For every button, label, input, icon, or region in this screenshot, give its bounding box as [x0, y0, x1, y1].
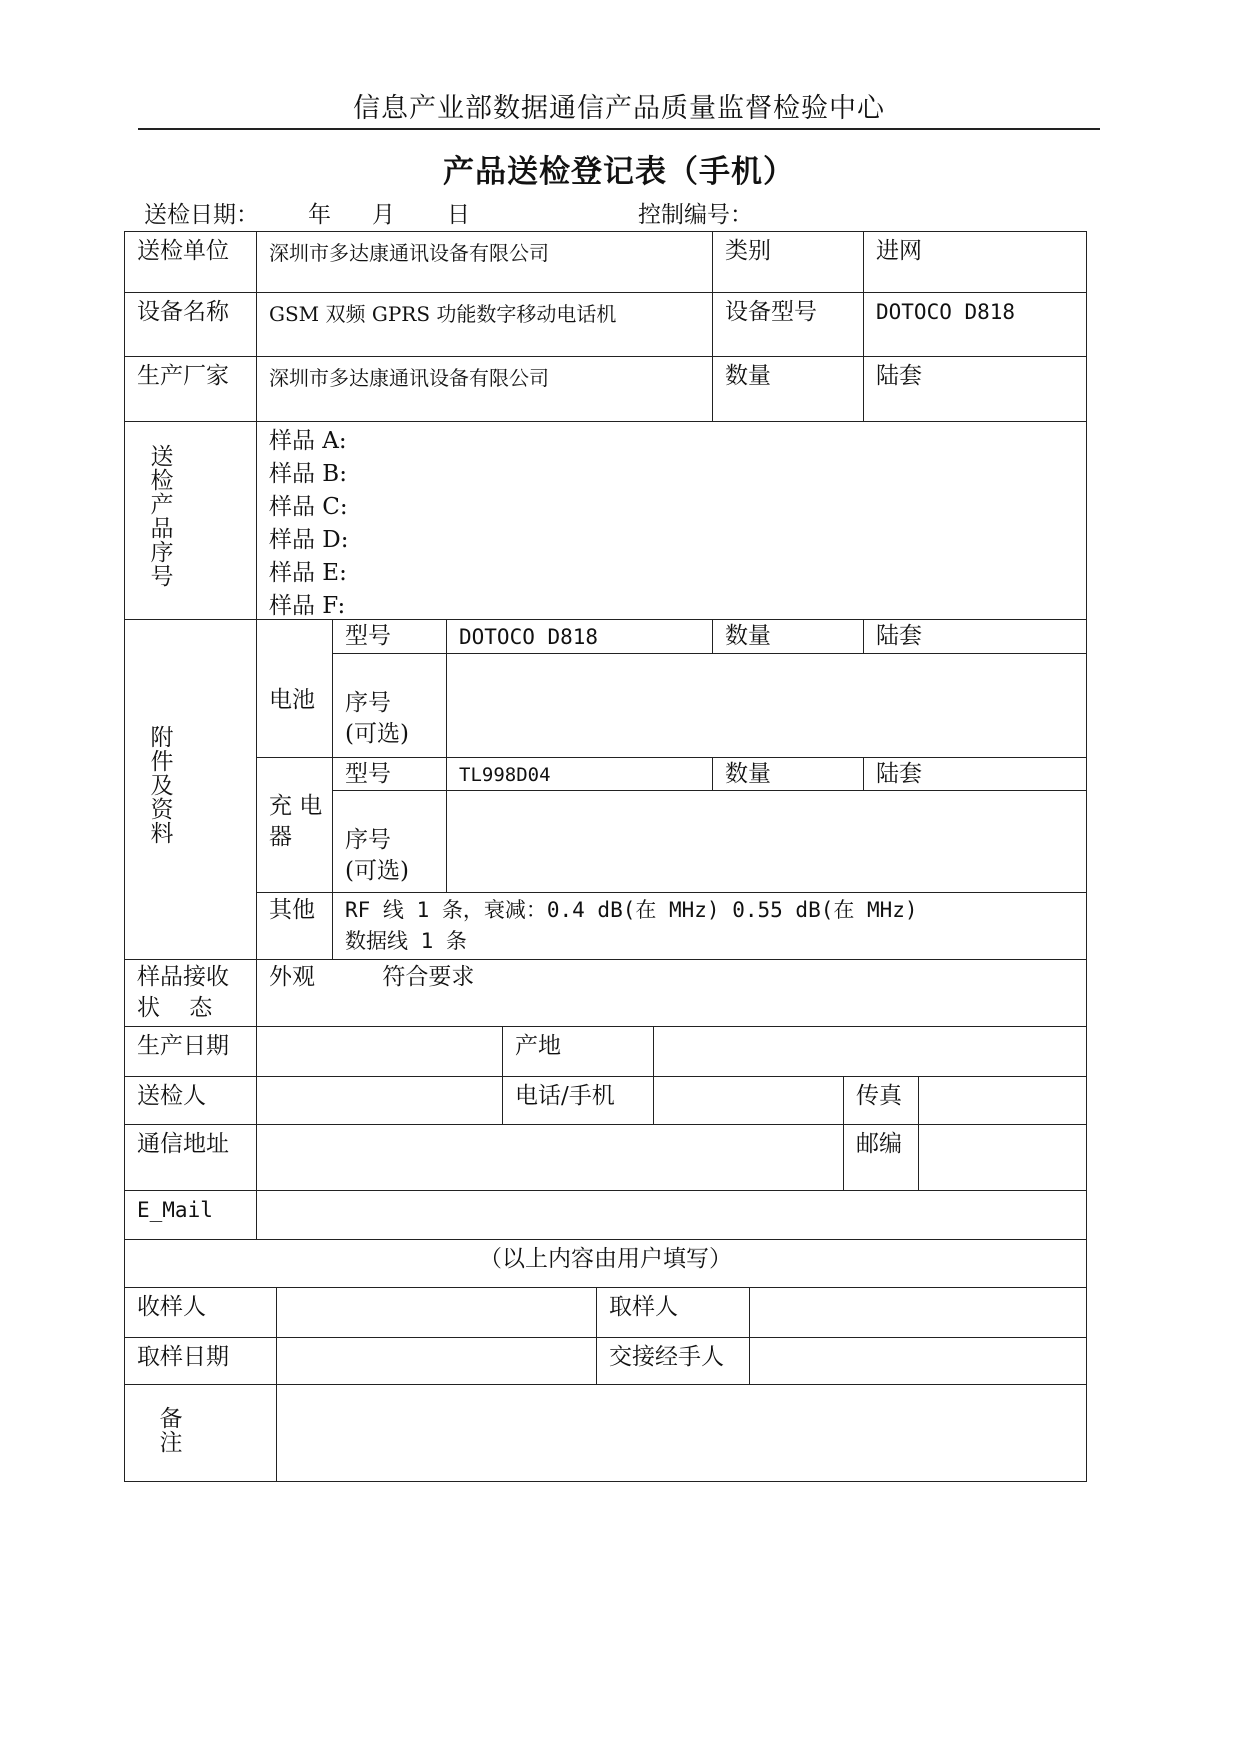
origin-value[interactable]: [653, 1026, 1087, 1077]
sample-c[interactable]: 样品 C:: [269, 494, 348, 520]
manufacturer-value[interactable]: 深圳市多达康通讯设备有限公司: [256, 356, 713, 422]
battery-serial-label: 序号: [345, 690, 391, 716]
production-date-value[interactable]: [256, 1026, 503, 1077]
serials-label-cell: [124, 421, 257, 620]
form-title: 产品送检登记表（手机）: [443, 154, 795, 190]
model-label: 设备型号: [712, 292, 864, 357]
charger-label-line2: 器: [269, 824, 292, 850]
battery-quantity-value[interactable]: 陆套: [863, 619, 1087, 654]
sample-a[interactable]: 样品 A:: [269, 428, 347, 454]
phone-value[interactable]: [653, 1076, 844, 1125]
phone-label: 电话/手机: [502, 1076, 654, 1125]
postcode-label: 邮编: [843, 1124, 919, 1191]
charger-serial-label-cell: [332, 790, 447, 893]
receiver-value[interactable]: [276, 1287, 597, 1338]
other-label: 其他: [256, 892, 333, 960]
fax-value[interactable]: [918, 1076, 1087, 1125]
model-value[interactable]: DOTOCO D818: [863, 292, 1087, 357]
email-label: E_Mail: [124, 1190, 257, 1240]
remarks-label: 备注: [159, 1406, 183, 1456]
handover-value[interactable]: [749, 1337, 1087, 1385]
organization-header: 信息产业部数据通信产品质量监督检验中心: [353, 93, 885, 124]
receipt-value-cell[interactable]: [256, 959, 1087, 1027]
submitter-value[interactable]: [256, 1076, 503, 1125]
unit-value[interactable]: 深圳市多达康通讯设备有限公司: [256, 231, 713, 293]
sample-list: [256, 421, 1087, 620]
other-line-data: 数据线 1 条: [345, 929, 467, 953]
quantity-label: 数量: [712, 356, 864, 422]
charger-quantity-label: 数量: [712, 757, 864, 791]
origin-label: 产地: [502, 1026, 654, 1077]
pick-date-value[interactable]: [276, 1337, 597, 1385]
battery-serial-optional: (可选): [345, 721, 409, 747]
accessories-label: 附件及资料: [150, 725, 174, 847]
fax-label: 传真: [843, 1076, 919, 1125]
sample-e[interactable]: 样品 E:: [269, 560, 347, 586]
address-label: 通信地址: [124, 1124, 257, 1191]
charger-serial-label: 序号: [345, 827, 391, 853]
header-rule: [138, 128, 1100, 130]
battery-serial-value[interactable]: [446, 653, 1087, 758]
battery-model-value[interactable]: DOTOCO D818: [446, 619, 713, 654]
user-fill-note: （以上内容由用户填写）: [124, 1239, 1087, 1288]
date-label: 送检日期：: [144, 202, 259, 228]
date-month: 月: [372, 202, 395, 228]
control-number-label: 控制编号：: [638, 202, 753, 228]
battery-label: 电池: [256, 619, 333, 758]
picker-value[interactable]: [749, 1287, 1087, 1338]
picker-label: 取样人: [596, 1287, 750, 1338]
pick-date-label: 取样日期: [124, 1337, 277, 1385]
sample-d[interactable]: 样品 D:: [269, 527, 349, 553]
battery-serial-label-cell: [332, 653, 447, 758]
postcode-value[interactable]: [918, 1124, 1087, 1191]
device-name-label: 设备名称: [124, 292, 257, 357]
serials-label: 送检产品序号: [150, 444, 174, 590]
device-name-value[interactable]: GSM 双频 GPRS 功能数字移动电话机: [256, 292, 713, 357]
other-line-rf: RF 线 1 条，衰减：0.4 dB(在 MHz) 0.55 dB(在 MHz): [345, 898, 918, 922]
charger-serial-value[interactable]: [446, 790, 1087, 893]
receipt-label-line1: 样品接收: [137, 964, 229, 990]
other-value-cell[interactable]: [332, 892, 1087, 960]
quantity-value[interactable]: 陆套: [863, 356, 1087, 422]
submitter-label: 送检人: [124, 1076, 257, 1125]
handover-label: 交接经手人: [596, 1337, 750, 1385]
charger-serial-optional: (可选): [345, 858, 409, 884]
production-date-label: 生产日期: [124, 1026, 257, 1077]
category-label: 类别: [712, 231, 864, 293]
battery-quantity-label: 数量: [712, 619, 864, 654]
accessories-label-cell: [124, 619, 257, 960]
appearance-label: 外观: [269, 964, 315, 990]
charger-model-label: 型号: [332, 757, 447, 791]
sample-f[interactable]: 样品 F:: [269, 593, 346, 619]
address-value[interactable]: [256, 1124, 844, 1191]
charger-label-cell: [256, 757, 333, 893]
battery-model-label: 型号: [332, 619, 447, 654]
date-year: 年: [308, 202, 331, 228]
sample-b[interactable]: 样品 B:: [269, 461, 347, 487]
remarks-value[interactable]: [276, 1384, 1087, 1482]
receipt-label-cell: [124, 959, 257, 1027]
manufacturer-label: 生产厂家: [124, 356, 257, 422]
charger-label-line1: 充 电: [269, 793, 323, 819]
unit-label: 送检单位: [124, 231, 257, 293]
date-day: 日: [447, 202, 470, 228]
charger-model-value[interactable]: TL998D04: [446, 757, 713, 791]
remarks-label-cell: [124, 1384, 277, 1482]
appearance-value: 符合要求: [382, 964, 475, 990]
category-value[interactable]: 进网: [863, 231, 1087, 293]
receiver-label: 收样人: [124, 1287, 277, 1338]
email-value[interactable]: [256, 1190, 1087, 1240]
charger-quantity-value[interactable]: 陆套: [863, 757, 1087, 791]
receipt-label-line2: 状 态: [137, 995, 213, 1021]
